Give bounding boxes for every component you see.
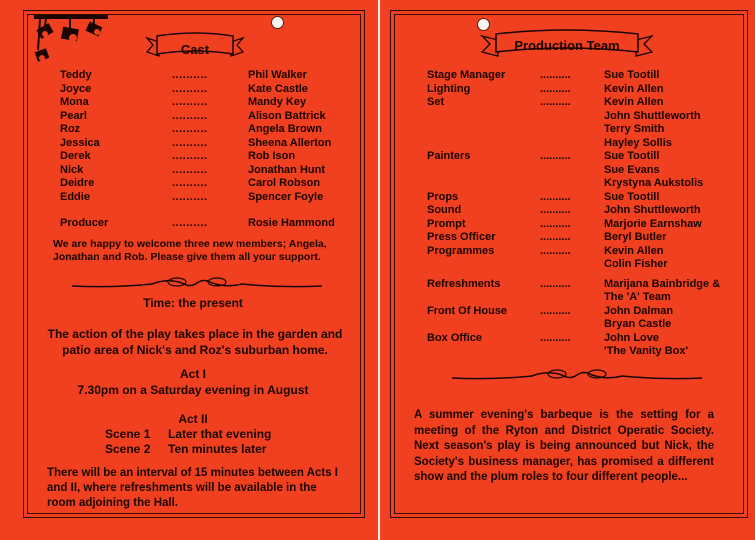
team-member-name: John Shuttleworth [604, 204, 701, 216]
leader-dots: .......... [540, 204, 571, 216]
team-role: Props [427, 190, 459, 203]
flourish-divider-icon [72, 274, 322, 292]
team-member-name: John Shuttleworth [604, 109, 701, 122]
scene1-label: Scene 1 [105, 427, 151, 441]
team-role: Box Office [427, 331, 483, 344]
leader-dots: .......... [172, 150, 208, 162]
team-member-name: John Dalman [604, 304, 674, 317]
leader-dots: .......... [172, 163, 208, 176]
cast-role: Teddy [60, 69, 92, 81]
leader-dots: .......... [172, 69, 208, 81]
team-member-name: Sue Evans [604, 163, 660, 176]
scene2-desc: Ten minutes later [168, 442, 267, 456]
team-member-name: Sue Tootill [604, 190, 660, 203]
cast-actor: Rosie Hammond [248, 217, 335, 229]
cast-actor: Sheena Allerton [248, 136, 332, 149]
leader-dots: .......... [540, 331, 571, 344]
cast-role: Joyce [60, 82, 92, 95]
cast-actor: Spencer Foyle [248, 190, 324, 203]
team-role: Sound [427, 204, 462, 216]
team-role: Programmes [427, 244, 495, 257]
production-team-page [380, 0, 755, 540]
leader-dots: .......... [172, 177, 208, 189]
cast-role: Jessica [60, 136, 100, 149]
cast-role: Producer [60, 217, 109, 229]
interval-note: There will be an interval of 15 minutes between Acts I and II, where refreshments will be available in the room adjoining the Hall. [47, 467, 338, 509]
punch-hole-icon [271, 16, 284, 29]
cast-role: Derek [60, 150, 91, 162]
leader-dots: .......... [540, 190, 571, 203]
team-role: Lighting [427, 82, 471, 95]
team-role: Prompt [427, 217, 466, 230]
leader-dots: .......... [540, 217, 571, 230]
cast-actor: Jonathan Hunt [248, 163, 325, 176]
cast-actor: Rob Ison [248, 150, 296, 162]
cast-actor: Kate Castle [248, 82, 308, 95]
team-role: Painters [427, 150, 471, 162]
cast-actor: Mandy Key [248, 96, 307, 108]
cast-role: Deidre [60, 177, 95, 189]
cast-actor: Phil Walker [248, 69, 307, 81]
team-member-name: Sue Tootill [604, 150, 660, 162]
leader-dots: .......... [540, 244, 571, 257]
leader-dots: .......... [172, 109, 208, 122]
team-member-name: John Love [604, 331, 660, 344]
leader-dots: .......... [172, 136, 208, 149]
act1-desc: 7.30pm on a Saturday evening in August [77, 383, 309, 397]
time-line: Time: the present [143, 296, 243, 310]
leader-dots: .......... [540, 69, 571, 81]
team-member-name: Beryl Butler [604, 231, 667, 243]
team-member-name: Kevin Allen [604, 96, 664, 108]
team-role: Refreshments [427, 277, 501, 290]
team-member-name: Kevin Allen [604, 244, 664, 257]
cast-title: Cast [180, 42, 210, 57]
leader-dots: .......... [172, 190, 208, 203]
leader-dots: .......... [172, 123, 208, 135]
team-member-name: Marjorie Earnshaw [604, 217, 702, 230]
team-member-name: Colin Fisher [604, 258, 668, 270]
leader-dots: .......... [172, 82, 208, 95]
team-member-name: Sue Tootill [604, 69, 660, 81]
team-member-name: Hayley Sollis [604, 136, 672, 149]
team-member-name: 'The Vanity Box' [604, 345, 689, 357]
leader-dots: .......... [172, 217, 208, 229]
team-member-name: Kevin Allen [604, 82, 664, 95]
leader-dots: .......... [540, 304, 571, 317]
cast-role: Nick [60, 163, 84, 176]
leader-dots: .......... [172, 96, 208, 108]
cast-role: Roz [60, 123, 81, 135]
spotlight-rig-icon [32, 12, 110, 70]
leader-dots: .......... [540, 82, 571, 95]
team-title: Production Team [514, 38, 620, 53]
team-role: Set [427, 96, 445, 108]
scene2-label: Scene 2 [105, 442, 151, 456]
leader-dots: .......... [540, 231, 571, 243]
cast-actor: Carol Robson [248, 177, 321, 189]
leader-dots: .......... [540, 277, 571, 290]
team-member-name: Terry Smith [604, 123, 665, 135]
team-member-name: Krystyna Aukstolis [604, 177, 704, 189]
play-blurb: A summer evening's barbeque is the setting for a meeting of the Ryton and District Operatic Society. Next season's play is being announced but Nick, the Society's business manager, has promised a different show and the plum roles to four different people... [414, 409, 714, 483]
team-role: Stage Manager [427, 69, 506, 81]
team-role: Press Officer [427, 231, 496, 243]
team-role: Front Of House [427, 304, 508, 317]
team-member-name: Marijana Bainbridge & [604, 277, 721, 290]
setting-text: The action of the play takes place in the garden and patio area of Nick's and Roz's suburban home. [47, 327, 343, 357]
cast-role: Pearl [60, 109, 87, 122]
cast-actor: Alison Battrick [248, 109, 326, 122]
team-member-name: The 'A' Team [604, 291, 671, 303]
leader-dots: .......... [540, 96, 571, 108]
leader-dots: .......... [540, 150, 571, 162]
cast-role: Eddie [60, 190, 90, 203]
act2-title: Act II [178, 412, 208, 426]
scene1-desc: Later that evening [168, 427, 272, 441]
welcome-note: We are happy to welcome three new members; Angela, Jonathan and Rob. Please give them all your support. [53, 238, 327, 263]
flourish-divider-icon [452, 366, 702, 384]
cast-role: Mona [60, 96, 89, 108]
cast-actor: Angela Brown [248, 123, 322, 135]
team-member-name: Bryan Castle [604, 318, 672, 330]
act1-title: Act I [179, 367, 206, 381]
